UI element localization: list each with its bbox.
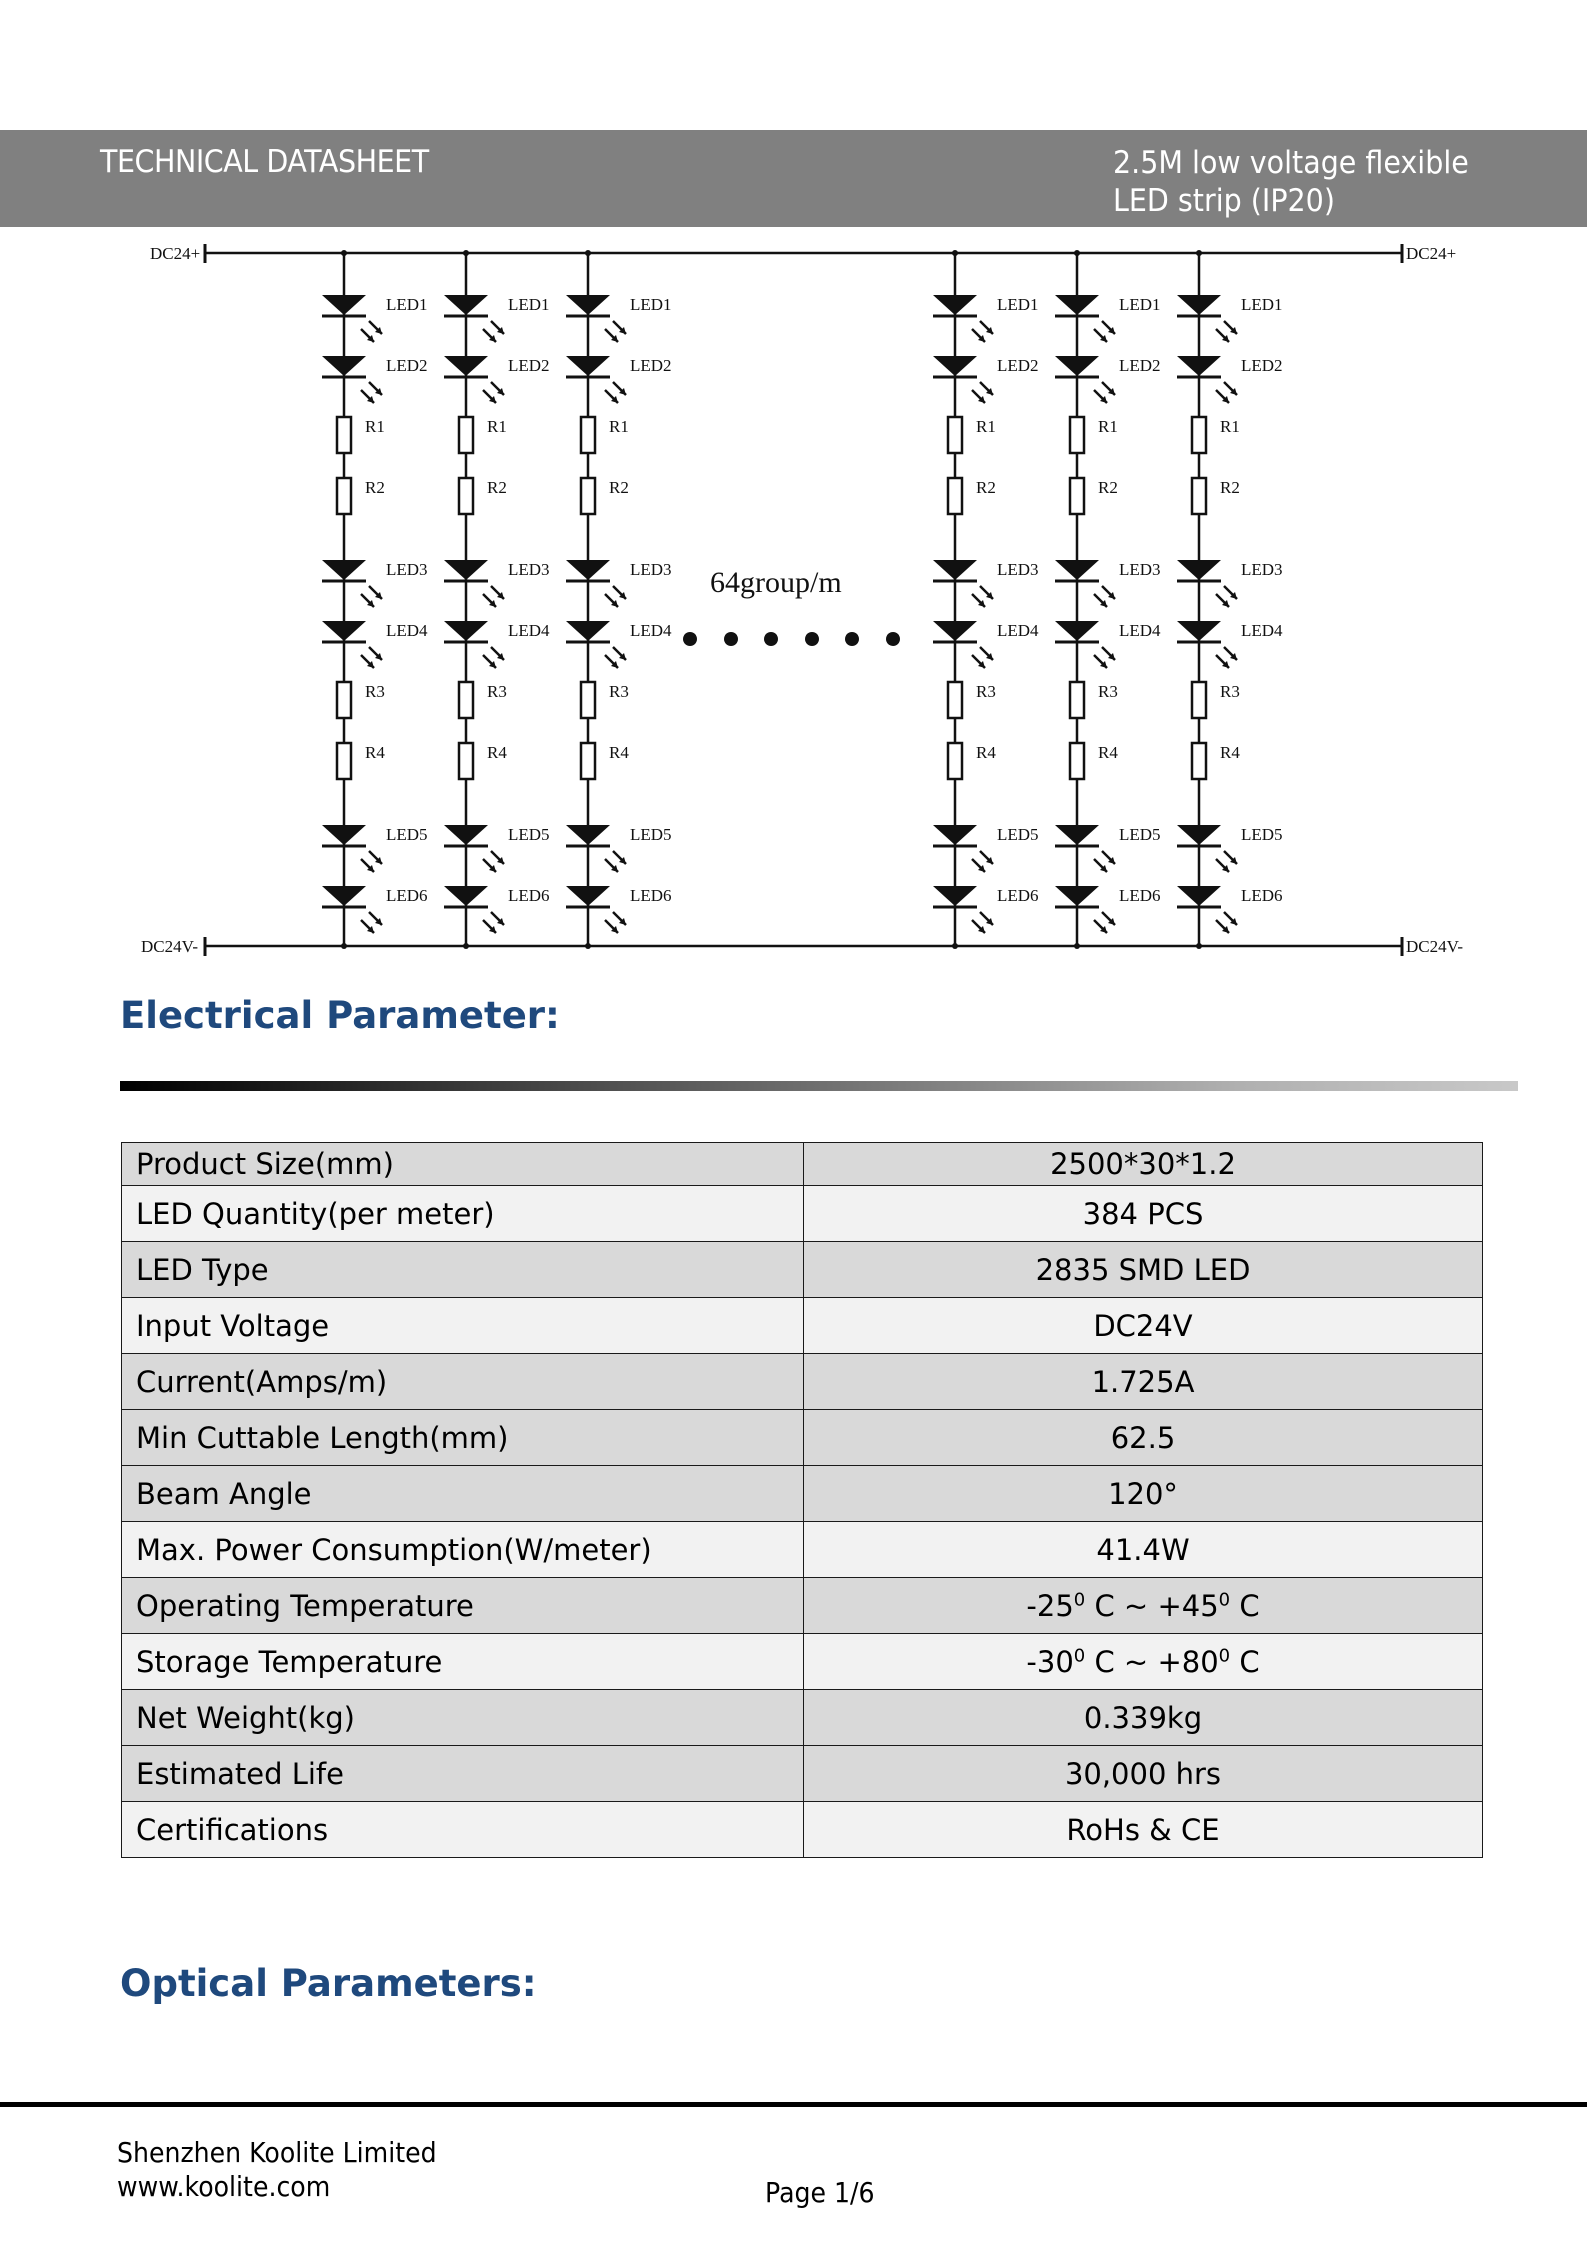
spec-value: 30,000 hrs (804, 1746, 1483, 1802)
group-per-meter-label: 64group/m (710, 566, 842, 599)
spec-value: 62.5 (804, 1410, 1483, 1466)
ellipsis-dots-icon (683, 632, 900, 646)
svg-text:LED6: LED6 (1241, 886, 1283, 905)
top-bus-left-label: DC24+ (150, 244, 201, 263)
top-bus-right-label: DC24+ (1406, 244, 1457, 263)
table-row (122, 1690, 1483, 1746)
spec-value: $-30^0$ C ~ $+80^0$ C (804, 1634, 1483, 1690)
header-bar (0, 130, 1587, 227)
company-name: Shenzhen Koolite Limited (117, 2136, 437, 2169)
svg-text:LED5: LED5 (386, 825, 428, 844)
svg-text:LED1: LED1 (386, 295, 428, 314)
svg-text:R1: R1 (1220, 417, 1240, 436)
branch-4 (933, 250, 1039, 949)
spec-label: Min Cuttable Length(mm) (122, 1410, 804, 1466)
svg-text:LED3: LED3 (508, 560, 550, 579)
bottom-bus-right-label: DC24V- (1406, 937, 1463, 956)
svg-text:R3: R3 (609, 682, 629, 701)
svg-text:R4: R4 (609, 743, 629, 762)
svg-text:LED5: LED5 (1119, 825, 1161, 844)
table-row (122, 1578, 1483, 1634)
svg-text:R3: R3 (976, 682, 996, 701)
svg-text:LED3: LED3 (997, 560, 1039, 579)
spec-label: Storage Temperature (122, 1634, 804, 1690)
table-row (122, 1186, 1483, 1242)
svg-text:R1: R1 (976, 417, 996, 436)
svg-text:R4: R4 (1220, 743, 1240, 762)
table-row (122, 1298, 1483, 1354)
svg-text:R2: R2 (976, 478, 996, 497)
svg-text:R4: R4 (365, 743, 385, 762)
spec-label: Input Voltage (122, 1298, 804, 1354)
spec-value: 0.339kg (804, 1690, 1483, 1746)
spec-value: 384 PCS (804, 1186, 1483, 1242)
electrical-parameter-heading: Electrical Parameter: (120, 994, 560, 1037)
svg-text:LED6: LED6 (386, 886, 428, 905)
spec-label: Net Weight(kg) (122, 1690, 804, 1746)
product-title-line1: 2.5M low voltage flexible (1113, 145, 1469, 181)
electrical-spec-table (121, 1142, 1483, 1858)
page-number: Page 1/6 (765, 2176, 875, 2209)
svg-text:LED2: LED2 (508, 356, 550, 375)
product-title (1113, 144, 1469, 220)
footer-divider (0, 2102, 1587, 2107)
svg-text:LED6: LED6 (997, 886, 1039, 905)
svg-text:LED5: LED5 (1241, 825, 1283, 844)
table-row (122, 1466, 1483, 1522)
svg-text:LED1: LED1 (1119, 295, 1161, 314)
svg-text:R4: R4 (487, 743, 507, 762)
spec-value: 2500*30*1.2 (804, 1143, 1483, 1186)
svg-text:LED4: LED4 (1119, 621, 1161, 640)
spec-label: Operating Temperature (122, 1578, 804, 1634)
spec-value: 2835 SMD LED (804, 1242, 1483, 1298)
spec-label: Product Size(mm) (122, 1143, 804, 1186)
spec-value: 41.4W (804, 1522, 1483, 1578)
table-row (122, 1242, 1483, 1298)
spec-value: $-25^0$ C ~ $+45^0$ C (804, 1578, 1483, 1634)
footer-company-info (117, 2136, 437, 2204)
table-row (122, 1143, 1483, 1186)
branch-3 (566, 250, 672, 949)
circuit-diagram (0, 230, 1587, 970)
spec-value: 120° (804, 1466, 1483, 1522)
product-title-line2: LED strip (IP20) (1113, 183, 1335, 219)
svg-text:R2: R2 (365, 478, 385, 497)
svg-text:LED2: LED2 (997, 356, 1039, 375)
spec-label: Max. Power Consumption(W/meter) (122, 1522, 804, 1578)
spec-label: Current(Amps/m) (122, 1354, 804, 1410)
svg-text:LED3: LED3 (1119, 560, 1161, 579)
spec-label: LED Quantity(per meter) (122, 1186, 804, 1242)
branch-5 (1055, 250, 1161, 949)
spec-label: Estimated Life (122, 1746, 804, 1802)
spec-value: DC24V (804, 1298, 1483, 1354)
svg-text:LED4: LED4 (508, 621, 550, 640)
svg-text:LED4: LED4 (1241, 621, 1283, 640)
svg-text:R3: R3 (1098, 682, 1118, 701)
svg-text:R4: R4 (976, 743, 996, 762)
table-row (122, 1354, 1483, 1410)
svg-text:LED2: LED2 (630, 356, 672, 375)
svg-text:LED2: LED2 (1119, 356, 1161, 375)
svg-text:LED5: LED5 (508, 825, 550, 844)
led-strip-schematic (0, 230, 1587, 970)
svg-text:LED2: LED2 (386, 356, 428, 375)
optical-parameters-heading: Optical Parameters: (120, 1962, 537, 2005)
svg-text:LED1: LED1 (997, 295, 1039, 314)
company-website-link[interactable]: www.koolite.com (117, 2170, 331, 2203)
svg-text:R1: R1 (1098, 417, 1118, 436)
svg-text:R2: R2 (487, 478, 507, 497)
svg-text:LED4: LED4 (630, 621, 672, 640)
svg-text:R1: R1 (487, 417, 507, 436)
svg-text:R3: R3 (487, 682, 507, 701)
svg-text:LED5: LED5 (997, 825, 1039, 844)
table-row (122, 1522, 1483, 1578)
svg-text:R2: R2 (1098, 478, 1118, 497)
bottom-bus-left-label: DC24V- (141, 937, 198, 956)
svg-text:LED2: LED2 (1241, 356, 1283, 375)
svg-text:LED1: LED1 (1241, 295, 1283, 314)
svg-text:LED6: LED6 (630, 886, 672, 905)
svg-text:R2: R2 (1220, 478, 1240, 497)
table-row (122, 1634, 1483, 1690)
branch-1 (322, 250, 428, 949)
svg-text:R4: R4 (1098, 743, 1118, 762)
svg-text:LED6: LED6 (1119, 886, 1161, 905)
svg-text:R2: R2 (609, 478, 629, 497)
svg-text:LED4: LED4 (386, 621, 428, 640)
spec-label: LED Type (122, 1242, 804, 1298)
spec-value: RoHs & CE (804, 1802, 1483, 1858)
svg-text:LED3: LED3 (630, 560, 672, 579)
spec-label: Certifications (122, 1802, 804, 1858)
svg-text:R3: R3 (365, 682, 385, 701)
table-row (122, 1802, 1483, 1858)
svg-text:R3: R3 (1220, 682, 1240, 701)
spec-label: Beam Angle (122, 1466, 804, 1522)
svg-text:LED6: LED6 (508, 886, 550, 905)
document-type-title: TECHNICAL DATASHEET (100, 144, 429, 180)
spec-value: 1.725A (804, 1354, 1483, 1410)
svg-text:LED1: LED1 (630, 295, 672, 314)
svg-text:LED3: LED3 (386, 560, 428, 579)
svg-text:LED3: LED3 (1241, 560, 1283, 579)
section-divider-gradient (120, 1081, 1518, 1091)
svg-text:LED4: LED4 (997, 621, 1039, 640)
table-row (122, 1746, 1483, 1802)
table-row (122, 1410, 1483, 1466)
svg-text:LED5: LED5 (630, 825, 672, 844)
branch-6 (1177, 250, 1283, 949)
svg-text:LED1: LED1 (508, 295, 550, 314)
svg-text:R1: R1 (609, 417, 629, 436)
branch-2 (444, 250, 550, 949)
svg-text:R1: R1 (365, 417, 385, 436)
